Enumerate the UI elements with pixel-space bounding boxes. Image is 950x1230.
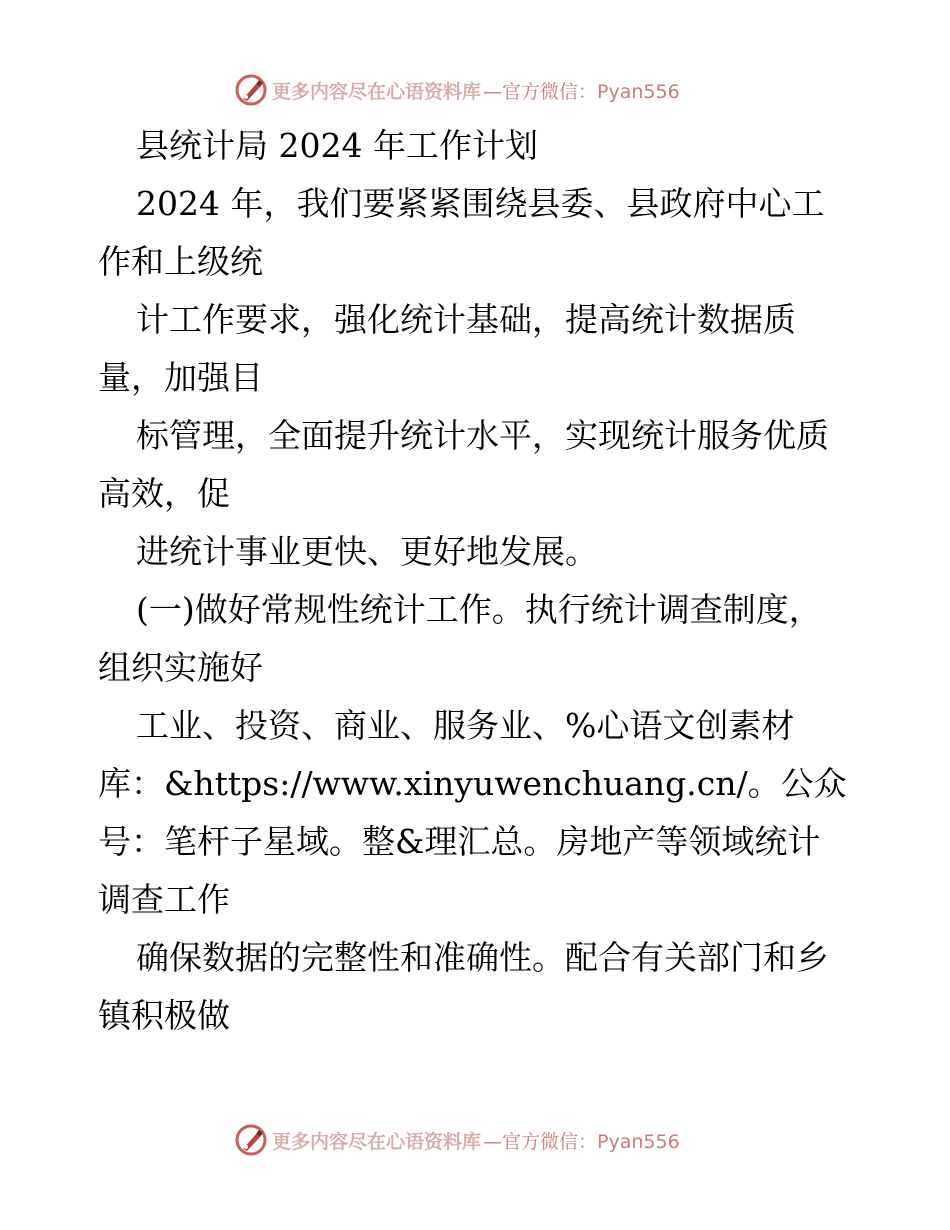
paragraph-line: 2024 年，我们要紧紧围绕县委、县政府中心工 [136, 184, 825, 223]
watermark-text: 更多内容尽在心语资料库 [272, 1130, 482, 1153]
paragraph-line: 标管理，全面提升统计水平，实现统计服务优质 [136, 416, 829, 455]
header-watermark [234, 72, 680, 108]
paragraph-line: 库：&https://www.xinyuwenchuang.cn/。公众 [98, 764, 847, 803]
document-title: 县统计局 2024 年工作计划 [136, 126, 538, 165]
watermark-contact: —官方微信：Pyan556 [483, 80, 680, 103]
paragraph-line: 镇积极做 [98, 996, 230, 1035]
pen-logo-icon [234, 1123, 268, 1157]
paragraph-line: 组织实施好 [98, 648, 263, 687]
paragraph-line: 进统计事业更快、更好地发展。 [136, 532, 598, 571]
pen-logo-icon [234, 73, 268, 107]
paragraph-line: 确保数据的完整性和准确性。配合有关部门和乡 [136, 938, 829, 977]
section-heading-line: (一)做好常规性统计工作。执行统计调查制度， [136, 590, 822, 629]
paragraph-line: 高效，促 [98, 474, 230, 513]
paragraph-line: 调查工作 [98, 880, 230, 919]
paragraph-line: 工业、投资、商业、服务业、%心语文创素材 [136, 706, 795, 745]
watermark-text: 更多内容尽在心语资料库 [272, 80, 482, 103]
paragraph-line: 量，加强目 [98, 358, 263, 397]
footer-watermark [234, 1122, 680, 1158]
paragraph-line: 计工作要求，强化统计基础，提高统计数据质 [136, 300, 796, 339]
paragraph-line: 作和上级统 [98, 242, 263, 281]
paragraph-line: 号：笔杆子星域。整&理汇总。房地产等领域统计 [98, 822, 821, 861]
watermark-contact: —官方微信：Pyan556 [483, 1130, 680, 1153]
